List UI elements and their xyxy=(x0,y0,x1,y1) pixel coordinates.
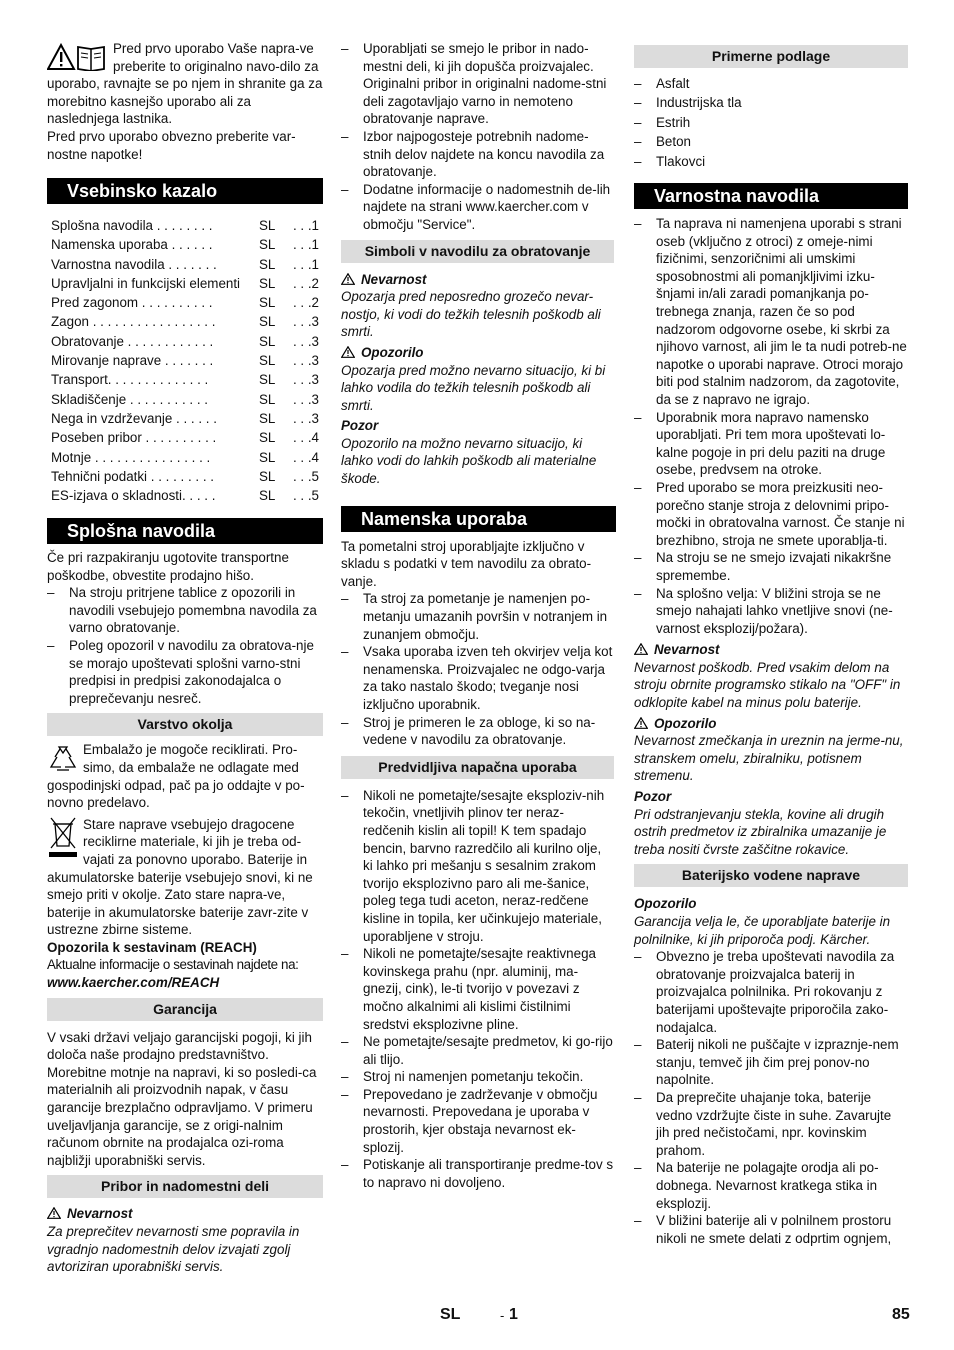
toc-entry[interactable] xyxy=(51,409,319,428)
toc-entry-title: Namenska uporaba . . . . . . xyxy=(51,237,213,253)
toc-entry[interactable] xyxy=(51,332,319,351)
footer-page: 85 xyxy=(892,1306,910,1323)
toc-entry[interactable] xyxy=(51,390,319,409)
symbols-caution-text: Opozorilo na možno nevarno situacijo, ki lahko vodi do lahkih poškodb ali materialne škode. xyxy=(341,435,597,487)
intro-block xyxy=(47,40,323,172)
symbols-warning-label: Opozorilo xyxy=(341,344,614,362)
footer-dash: - xyxy=(500,1308,505,1323)
toc-entry-lang: SL xyxy=(259,430,276,446)
accessories-heading: Pribor in nadomestni deli xyxy=(47,1175,323,1198)
general-heading: Splošna navodila xyxy=(47,518,323,544)
toc-entry-page: . . .3 xyxy=(292,353,319,369)
battery-item-0: – Obvezno je treba upoštevati navodila za obratovanje proizvajalca baterij in proizvajalca polnilnika. Pri rokovanju z baterijami upoštevajte priporočila zako-nodajalca. xyxy=(634,948,908,1036)
intro-text: Pred prvo uporabo Vaše napra-ve preberite to originalno navo-dilo za uporabo, ravnajte se po njem in shranite ga za morebitno kasnejšo uporabo ali za naslednjega lastnika. xyxy=(47,41,323,127)
toc-entry-page: . . .3 xyxy=(292,410,319,426)
intended-heading: Namenska uporaba xyxy=(341,506,616,532)
safety-heading: Varnostna navodila xyxy=(634,183,908,209)
reach-title: Opozorila k sestavinam (REACH) xyxy=(47,939,257,955)
toc-entry-lang: SL xyxy=(259,353,276,369)
page-footer xyxy=(0,1306,954,1330)
toc-entry-lang: SL xyxy=(259,295,276,311)
toc-entry-title: Motnje . . . . . . . . . . . . . . . . xyxy=(51,449,211,465)
battery-item-1: – Baterij nikoli ne puščajte v izpraznje-nem stanju, temveč jih čim prej ponov-no napolnite. xyxy=(634,1036,908,1089)
toc-entry[interactable] xyxy=(51,448,319,467)
safety-danger-text: Nevarnost poškodb. Pred vsakim delom na stroju obrnite programsko stikalo na "OFF" in odklopite kabel na minus polu baterije. xyxy=(634,659,901,711)
safety-item-4: – Na splošno velja: V bližini stroja se ne smejo nahajati lahko vnetljive snovi (ne-varnost eksplozij/požara). xyxy=(634,585,908,638)
warning-triangle-icon xyxy=(341,273,355,285)
toc-entry[interactable] xyxy=(51,255,319,274)
general-item-1: – Poleg opozoril v navodilu za obratova-nje se morajo upoštevati splošni varno-stni predpisi in predpisi zakonodajalca o preprečevanju nesreč. xyxy=(47,637,323,707)
safety-item-3: – Na stroju se ne smejo izvajati nikakršne spremembe. xyxy=(634,549,908,584)
battery-item-3: – Na baterije ne polagajte orodja ali po-dobnega. Nevarnost kratkega stika in eksplozij. xyxy=(634,1159,908,1212)
symbols-heading: Simboli v navodilu za obratovanje xyxy=(341,240,614,263)
toc-entry-title: Varnostna navodila . . . . . . . xyxy=(51,256,217,272)
accessories-danger-label: Nevarnost xyxy=(47,1205,323,1223)
symbols-warning-text: Opozarja pred možno nevarno situacijo, ki bi lahko vodila do težkih telesnih poškodb ali smrti. xyxy=(341,362,606,413)
misuse-heading: Predvidljiva napačna uporaba xyxy=(341,756,614,779)
reach-link[interactable]: www.kaercher.com/REACH xyxy=(47,975,220,991)
toc-entry-page: . . .1 xyxy=(292,256,319,272)
accessories-list xyxy=(341,40,614,234)
env-heading: Varstvo okolja xyxy=(47,713,323,736)
warning-triangle-icon xyxy=(634,643,648,655)
accessories-item-0: – Uporabljati se smejo le pribor in nado-mestni deli, ki jih dopušča proizvajalec. Originalni pribor in originalni nadome-stni deli zagotavljajo varno in nemoteno obratovanje naprave. xyxy=(341,40,614,128)
toc-entry-title: Pred zagonom . . . . . . . . . . xyxy=(51,295,213,311)
safety-item-1: – Uporabnik mora napravo namensko uporabljati. Pri tem mora upoštevati lo-kalne pogoje in pri delu paziti na druge osebe, predvsem na otroke. xyxy=(634,409,908,479)
warning-triangle-icon xyxy=(341,346,355,358)
misuse-item-2: – Ne pometajte/sesajte predmetov, ki go-rijo ali tlijo. xyxy=(341,1033,614,1068)
toc-entry-page: . . .2 xyxy=(292,275,319,291)
toc-entry[interactable] xyxy=(51,312,319,331)
intended-item-2: – Stroj je primeren le za obloge, ki so na-vedene v navodilu za obratovanje. xyxy=(341,714,614,749)
intended-item-1: – Vsaka uporaba izven teh okvirjev velja kot nenamenska. Proizvajalec ne odgo-varja za tako nastalo škodo; tveganje nosi izključno uporabnik. xyxy=(341,643,614,713)
toc-entry-title: Splošna navodila . . . . . . . . xyxy=(51,218,213,233)
surface-item-1: – Industrijska tla xyxy=(634,93,908,112)
accessories-item-1: – Izbor najpogosteje potrebnih nadome-stnih delov najdete na koncu navodila za obratovanje. xyxy=(341,128,614,181)
safety-warning-text: Nevarnost zmečkanja in ureznin na jerme-nu, stranskem omelu, zbiralniku, potisnem stremenu. xyxy=(634,733,904,784)
toc-entry[interactable] xyxy=(51,428,319,447)
toc-entry-page: . . .5 xyxy=(292,488,319,504)
toc-entry-page: . . .3 xyxy=(292,314,319,330)
toc-entry-title: Skladiščenje . . . . . . . . . . . xyxy=(51,391,209,407)
toc-entry-title: Mirovanje naprave . . . . . . . xyxy=(51,353,214,369)
toc-entry-page: . . .3 xyxy=(292,372,319,388)
symbols-danger-label: Nevarnost xyxy=(341,271,614,289)
general-list xyxy=(47,584,323,707)
misuse-list xyxy=(341,787,614,1192)
safety-item-2: – Pred uporabo se mora preizkusiti neo-porečno stanje stroja z delovnimi pripo-močki in obratovalna varnost. Če stanje ni brezhibno, stroja ne smete uporablja-ti. xyxy=(634,479,908,549)
toc-heading: Vsebinsko kazalo xyxy=(47,178,323,204)
symbols-danger-text: Opozarja pred neposredno grozečo nevar-nostjo, ki vodi do težkih telesnih poškodb ali smrti. xyxy=(341,289,601,340)
safety-item-0: – Ta naprava ni namenjena uporabi s strani oseb (vključno z otroci) z omeje-nimi fizičnimi, senzoričnimi ali umskimi sposobnostmi ali pomanjkljivimi izku-šnjami in/ali zaradi pomanjkanja po-trebnega znanja, razen če so pod nadzorom odgovorne osebe, ki skrbi za njihovo varnost, ali jim le ta nudi potreb-ne napotke o uporabi naprave. Otroci morajo biti pod stalnim nadzorom, da zagotovite, da se z napravo ne igrajo. xyxy=(634,215,908,409)
toc-entry[interactable] xyxy=(51,293,319,312)
surfaces-heading: Primerne podlage xyxy=(634,45,908,68)
toc-entry-lang: SL xyxy=(259,256,276,272)
toc-entry[interactable] xyxy=(51,216,319,235)
toc-entry-title: Poseben pribor . . . . . . . . . . xyxy=(51,430,217,446)
table-of-contents xyxy=(47,216,323,508)
env-text-1: Embalažo je mogoče reciklirati. Pro-simo, da embalaže ne odlagate med gospodinjski odpad, pač pa jo oddajte v po-novno predelavo. xyxy=(47,742,305,811)
toc-entry-title: ES-izjava o skladnosti. . . . . xyxy=(51,488,216,504)
toc-entry-page: . . .4 xyxy=(292,430,319,446)
toc-entry-page: . . .1 xyxy=(292,218,319,233)
toc-entry-lang: SL xyxy=(259,449,276,465)
toc-entry[interactable] xyxy=(51,370,319,389)
toc-entry-lang: SL xyxy=(259,468,276,484)
intended-text: Ta pometalni stroj uporabljajte izključno v skladu s podatki v tem navodilu za obrato-vanje. xyxy=(341,538,592,589)
misuse-item-4: – Prepovedano je zadrževanje v območju nevarnosti. Prepovedana je uporaba v prostorih, kjer obstaja nevarnost ek-splozij. xyxy=(341,1086,614,1156)
accessories-danger-text: Za preprečitev nevarnosti sme popravila in vgradnjo nadomestnih delov izvajati zgolj avtoriziran uporabniški servis. xyxy=(47,1224,300,1275)
toc-entry-lang: SL xyxy=(259,391,276,407)
general-text: Če pri razpakiranju ugotovite transportne poškodbe, obvestite prodajno hišo. xyxy=(47,550,289,583)
env-text-2: Stare naprave vsebujejo dragocene reciklirne materiale, ki jih je treba od-vajati za ponovno uporabo. Baterije in akumulatorske baterije vsebujejo snovi, ki ne smejo priti v okolje. Zato stare napra-ve, baterije in akumulatorske baterije zavr-zite v ustrezne zbirne sisteme. xyxy=(47,816,313,938)
toc-entry-title: Transport. . . . . . . . . . . . . . xyxy=(51,372,209,388)
column-2 xyxy=(341,40,614,1191)
safety-list xyxy=(634,215,908,637)
crossed-bin-icon xyxy=(47,816,79,860)
toc-entry-lang: SL xyxy=(259,237,276,253)
surface-item-3: – Beton xyxy=(634,132,908,151)
warning-manual-icon xyxy=(47,43,109,71)
toc-entry-page: . . .3 xyxy=(292,333,319,349)
surface-item-4: – Tlakovci xyxy=(634,152,908,171)
toc-entry-lang: SL xyxy=(259,333,276,349)
surface-item-0: – Asfalt xyxy=(634,74,908,93)
safety-warning-label: Opozorilo xyxy=(634,715,908,733)
safety-caution-text: Pri odstranjevanju stekla, kovine ali drugih ostrih predmetov iz zbiralnika umazanije je treba nositi čvrste zaščitne rokavice. xyxy=(634,806,887,857)
toc-entry-lang: SL xyxy=(259,314,276,330)
reach-text: Aktualne informacije o sestavinah najdete na: xyxy=(47,957,299,973)
accessories-item-2: – Dodatne informacije o nadomestnih de-lih najdete na strani www.kaercher.com v območju "Service". xyxy=(341,181,614,234)
battery-warning-label: Opozorilo xyxy=(634,896,697,912)
misuse-item-3: – Stroj ni namenjen pometanju tekočin. xyxy=(341,1068,614,1086)
toc-entry[interactable] xyxy=(51,235,319,254)
recycling-icon xyxy=(47,743,79,775)
toc-entry-title: Obratovanje . . . . . . . . . . . . xyxy=(51,333,214,349)
toc-entry-lang: SL xyxy=(259,372,276,388)
misuse-item-5: – Potiskanje ali transportiranje predme-tov s to napravo ni dovoljeno. xyxy=(341,1156,614,1191)
battery-item-2: – Da preprečite uhajanje toka, baterije vedno vzdržujte čiste in suhe. Zavarujte jih pred nečistočami, npr. kovinskim prahom. xyxy=(634,1089,908,1159)
warning-triangle-icon xyxy=(47,1207,61,1219)
toc-entry-lang: SL xyxy=(259,275,276,291)
warranty-text: V vsaki državi veljajo garancijski pogoji, ki jih določa naše prodajno predstavništvo. Morebitne motnje na napravi, ki so posledi-ca materialnih ali proizvodnih napak, v času garancije brezplačno odpravljamo. V primeru uveljavljanja garancije, se z origi-nalnim računom obrnite na prodajalca ozi-roma najbližji uporabniški servis. xyxy=(47,1029,317,1168)
intro-text-2: Pred prvo uporabo obvezno preberite var-nostne napotke! xyxy=(47,128,296,162)
battery-warning-text: Garancija velja le, če uporabljate baterije in polnilnike, ki jih priporoča podj. Kärcher. xyxy=(634,914,891,947)
toc-entry-page: . . .2 xyxy=(292,295,319,311)
toc-entry-page: . . .4 xyxy=(292,449,319,465)
warning-triangle-icon xyxy=(634,717,648,729)
misuse-item-0: – Nikoli ne pometajte/sesajte eksploziv-nih tekočin, vnetljivih plinov ter neraz-redčenih kislin ali topil! K tem spadajo bencin, barvno razredčilo ali kurilno olje, ki lahko pri mešanju s sesalnim zrakom tvorijo eksplozivno paro ali me-šanice, poleg tega tudi aceton, neraz-redčene kisline in topila, ker učinkujejo materiale, uporabljene v stroju. xyxy=(341,787,614,945)
footer-lang: SL xyxy=(440,1306,461,1323)
warranty-heading: Garancija xyxy=(47,998,323,1021)
toc-entry[interactable] xyxy=(51,274,319,293)
toc-entry[interactable] xyxy=(51,467,319,486)
toc-entry[interactable] xyxy=(51,351,319,370)
toc-entry-title: Nega in vzdrževanje . . . . . . xyxy=(51,410,217,426)
footer-num: 1 xyxy=(509,1306,518,1323)
battery-heading: Baterijsko vodene naprave xyxy=(634,864,908,887)
toc-entry-page: . . .5 xyxy=(292,468,319,484)
toc-entry-lang: SL xyxy=(259,218,276,233)
toc-entry-page: . . .1 xyxy=(292,237,319,253)
general-item-0: – Na stroju pritrjene tablice z opozorili in navodili vsebujejo pomembna navodila za varno obratovanje. xyxy=(47,584,323,637)
surface-item-2: – Estrih xyxy=(634,113,908,132)
toc-entry-lang: SL xyxy=(259,488,276,504)
column-3 xyxy=(634,40,908,1247)
battery-list xyxy=(634,948,908,1247)
toc-entry[interactable] xyxy=(51,486,319,505)
safety-caution-label: Pozor xyxy=(634,789,672,805)
toc-entry-page: . . .3 xyxy=(292,391,319,407)
battery-item-4: – V bližini baterije ali v polnilnem prostoru nikoli ne smete delati z odprtim ognjem, xyxy=(634,1212,908,1247)
intended-item-0: – Ta stroj za pometanje je namenjen po-metanju umazanih površin v notranjem in zunanjem območju. xyxy=(341,590,614,643)
toc-entry-title: Upravljalni in funkcijski elementi xyxy=(51,275,241,291)
misuse-item-1: – Nikoli ne pometajte/sesajte reaktivnega kovinskega prahu (npr. aluminij, ma-gnezij, cink), le-ti tvorijo v povezavi z močno alkalnimi ali kislimi čistilnimi sredstvi eksplozivne pline. xyxy=(341,945,614,1033)
column-1 xyxy=(47,40,323,1276)
surfaces-list xyxy=(634,74,908,171)
intended-list xyxy=(341,590,614,748)
symbols-caution-label: Pozor xyxy=(341,418,379,434)
safety-danger-label: Nevarnost xyxy=(634,641,908,659)
toc-entry-title: Tehnični podatki . . . . . . . . . xyxy=(51,468,214,484)
toc-entry-title: Zagon . . . . . . . . . . . . . . . . . xyxy=(51,314,216,330)
toc-entry-lang: SL xyxy=(259,410,276,426)
